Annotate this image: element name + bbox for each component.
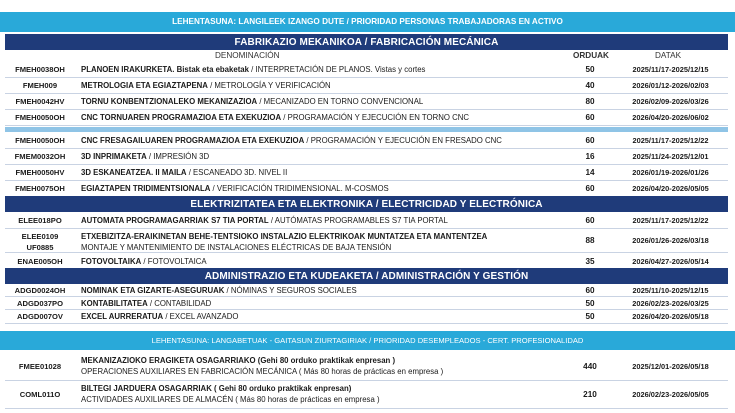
course-dates: 2026/04/27-2026/05/14 [632, 257, 709, 266]
course-dates: 2026/04/20-2026/06/02 [632, 113, 709, 122]
course-name-basque-text: BILTEGI JARDUERA OSAGARRIAK [81, 384, 212, 393]
course-code: FMEH0075OH [15, 184, 65, 193]
course-code-secondary: UF0885 [26, 243, 54, 252]
course-name-spanish: MONTAJE Y MANTENIMIENTO DE INSTALACIONES ELÉCTRICAS DE BAJA TENSIÓN [81, 243, 392, 252]
course-name [81, 151, 561, 163]
course-code: ADGD0024OH [14, 286, 66, 295]
course-code: FMEH0050OH [15, 136, 65, 145]
table-row [5, 297, 728, 310]
course-name-basque-text: CNC TORNUAREN PROGRAMAZIOA ETA EXEKUZIOA [81, 113, 282, 122]
course-hours: 50 [585, 299, 595, 308]
course-dates: 2026/01/12-2026/02/03 [632, 81, 709, 90]
table-row [5, 310, 728, 324]
course-name-spanish: ACTIVIDADES AUXILIARES DE ALMACÉN ( Más 80 horas de prácticas en empresa ) [81, 395, 380, 404]
priority-banner-unemployed: LEHENTASUNA: LANGABETUAK - GAITASUN ZIURTAGIRIAK / PRIORIDAD DESEMPLEADOS - CERT. PROFESIONALIDAD [0, 331, 735, 350]
course-code: ADGD007OV [16, 312, 63, 321]
course-name [81, 167, 561, 179]
course-hours: 35 [585, 257, 595, 266]
course-name [81, 311, 561, 323]
table-row [5, 78, 728, 94]
course-dates: 2026/04/20-2026/05/05 [632, 184, 709, 193]
course-name-basque-text: 3D INPRIMAKETA [81, 152, 147, 161]
course-hours: 60 [585, 184, 595, 193]
course-dates: 2026/01/26-2026/03/18 [632, 236, 709, 245]
table-row [5, 284, 728, 297]
course-name [81, 135, 561, 147]
priority-banner-workers: LEHENTASUNA: LANGILEEK IZANGO DUTE / PRIORIDAD PERSONAS TRABAJADORAS EN ACTIVO [0, 12, 735, 32]
table-row [5, 212, 728, 229]
course-name [81, 298, 561, 310]
course-name-basque-text: EGIAZTAPEN TRIDIMENTSIONALA [81, 184, 211, 193]
course-name [81, 112, 561, 124]
column-header-denominacion: DENOMINACIÓN [215, 51, 280, 60]
course-name-spanish-text: / EXCEL AVANZADO [163, 312, 239, 321]
course-name-spanish-text: / PROGRAMACIÓN Y EJECUCIÓN EN FRESADO CNC [304, 136, 502, 145]
table-row [5, 381, 728, 409]
table-row [5, 110, 728, 126]
course-code: ELEE0109 [21, 232, 59, 241]
course-name [81, 80, 561, 92]
course-code: FMEM0032OH [14, 152, 66, 161]
course-name-basque-extra: O (Gehi 80 orduko praktikak enpresan ) [249, 356, 396, 365]
course-hours: 80 [585, 97, 595, 106]
course-name-spanish: OPERACIONES AUXILIARES EN FABRICACIÓN MECÁNICA ( Más 80 horas de prácticas en empresa ) [81, 367, 444, 376]
course-code: FMEH0050HV [15, 168, 65, 177]
course-dates: 2025/11/10-2025/12/15 [632, 286, 709, 295]
course-name-basque-text: ETXEBIZITZA-ERAIKINETAN BEHE-TENTSIOKO INSTALAZIO ELEKTRIKOAK MUNTATZEA ETA MANTENTZEA [81, 232, 488, 241]
course-dates: 2025/11/17-2025/12/22 [632, 216, 709, 225]
course-dates: 2025/11/17-2025/12/15 [632, 65, 709, 74]
course-code: FMEH0042HV [15, 97, 65, 106]
table-row [5, 149, 728, 165]
table-row [5, 165, 728, 181]
course-hours: 14 [585, 168, 595, 177]
course-dates: 2026/02/23-2026/05/05 [632, 390, 709, 399]
course-hours: 60 [585, 136, 595, 145]
course-name-basque-text: PLANOEN IRAKURKETA. Bistak eta ebaketak [81, 65, 249, 74]
course-name-basque-extra: ( Gehi 80 orduko praktikak enpresan) [211, 384, 352, 393]
course-name-spanish-text: / FOTOVOLTAICA [141, 257, 207, 266]
course-name [81, 96, 561, 108]
course-name-spanish-text: / ESCANEADO 3D. NIVEL II [186, 168, 288, 177]
course-dates: 2025/11/17-2025/12/22 [632, 136, 709, 145]
course-name-basque-text: 3D ESKANEATZEA. II MAILA [81, 168, 187, 177]
course-hours: 88 [585, 236, 595, 245]
course-hours: 16 [585, 152, 595, 161]
table-row [5, 94, 728, 110]
course-name-basque-text: TORNU KONBENTZIONALEKO MEKANIZAZIOA [81, 97, 258, 106]
course-code: FMEH009 [22, 81, 58, 90]
course-code: ADGD037PO [16, 299, 63, 308]
section-title-fabricacion: FABRIKAZIO MEKANIKOA / FABRICACIÓN MECÁNICA [5, 36, 728, 50]
course-name-spanish-text: / METROLOGÍA Y VERIFICACIÓN [207, 81, 331, 90]
course-name-basque-text: MEKANIZAZIOKO ERAGIKETA OSAGARRIAK [81, 356, 250, 365]
course-code: FMEE01028 [18, 362, 62, 371]
course-dates: 2026/02/09-2026/03/26 [632, 97, 709, 106]
course-name [81, 64, 561, 76]
course-hours: 60 [585, 286, 595, 295]
table-separator [5, 127, 728, 132]
table-row [5, 133, 728, 149]
course-code: COML011O [19, 390, 61, 399]
column-header-row [5, 50, 728, 62]
section-title-electricidad: ELEKTRIZITATEA ETA ELEKTRONIKA / ELECTRICIDAD Y ELECTRÓNICA [5, 198, 728, 212]
course-name-spanish-text: / MECANIZADO EN TORNO CONVENCIONAL [257, 97, 424, 106]
section-title-administracion: ADMINISTRAZIO ETA KUDEAKETA / ADMINISTRACIÓN Y GESTIÓN [5, 270, 728, 284]
course-name [81, 285, 561, 297]
course-dates: 2026/02/23-2026/03/25 [632, 299, 709, 308]
course-dates: 2025/11/24-2025/12/01 [632, 152, 709, 161]
course-name [81, 256, 561, 268]
table-row [5, 229, 728, 253]
course-name-spanish-text: / CONTABILIDAD [147, 299, 212, 308]
table-row [5, 181, 728, 197]
course-name-spanish-text: / VERIFICACIÓN TRIDIMENSIONAL. M-COSMOS [210, 184, 389, 193]
course-hours: 440 [583, 362, 597, 371]
table-row [5, 62, 728, 78]
course-dates: 2026/04/20-2026/05/18 [632, 312, 709, 321]
course-name-basque-text: METROLOGIA ETA EGIAZTAPENA [81, 81, 208, 90]
course-name [81, 183, 561, 195]
column-header-orduak: ORDUAK [573, 51, 609, 60]
course-name-basque-text: CNC FRESAGAILUAREN PROGRAMAZIOA ETA EXEKUZIOA [81, 136, 305, 145]
course-code: ELEE018PO [18, 216, 62, 225]
course-name-basque-text: KONTABILITATEA [81, 299, 148, 308]
course-code: FMEH0038OH [15, 65, 65, 74]
course-code: FMEH0050OH [15, 113, 65, 122]
course-hours: 60 [585, 113, 595, 122]
course-name-spanish-text: / NÓMINAS Y SEGUROS SOCIALES [224, 286, 357, 295]
course-name-basque-text: FOTOVOLTAIKA [81, 257, 142, 266]
course-name-spanish-text: / INTERPRETACIÓN DE PLANOS. Vistas y cortes [248, 65, 426, 74]
course-hours: 210 [583, 390, 597, 399]
column-header-datak: DATAK [655, 51, 682, 60]
course-dates: 2026/01/19-2026/01/26 [632, 168, 709, 177]
course-dates: 2025/12/01-2026/05/18 [632, 362, 709, 371]
course-hours: 50 [585, 65, 595, 74]
course-name [81, 215, 561, 227]
course-hours: 40 [585, 81, 595, 90]
course-name-spanish-text: / PROGRAMACIÓN Y EJECUCIÓN EN TORNO CNC [281, 113, 470, 122]
course-name-basque-text: AUTOMATA PROGRAMAGARRIAK S7 TIA PORTAL [81, 216, 269, 225]
course-name-spanish-text: / AUTÓMATAS PROGRAMABLES S7 TIA PORTAL [268, 216, 448, 225]
course-code: ENAE005OH [17, 257, 63, 266]
course-hours: 50 [585, 312, 595, 321]
table-row [5, 353, 728, 381]
course-hours: 60 [585, 216, 595, 225]
course-name-basque-text: NOMINAK ETA GIZARTE-ASEGURUAK [81, 286, 225, 295]
course-name-spanish-text: / IMPRESIÓN 3D [146, 152, 210, 161]
course-name-basque-text: EXCEL AURRERATUA [81, 312, 164, 321]
